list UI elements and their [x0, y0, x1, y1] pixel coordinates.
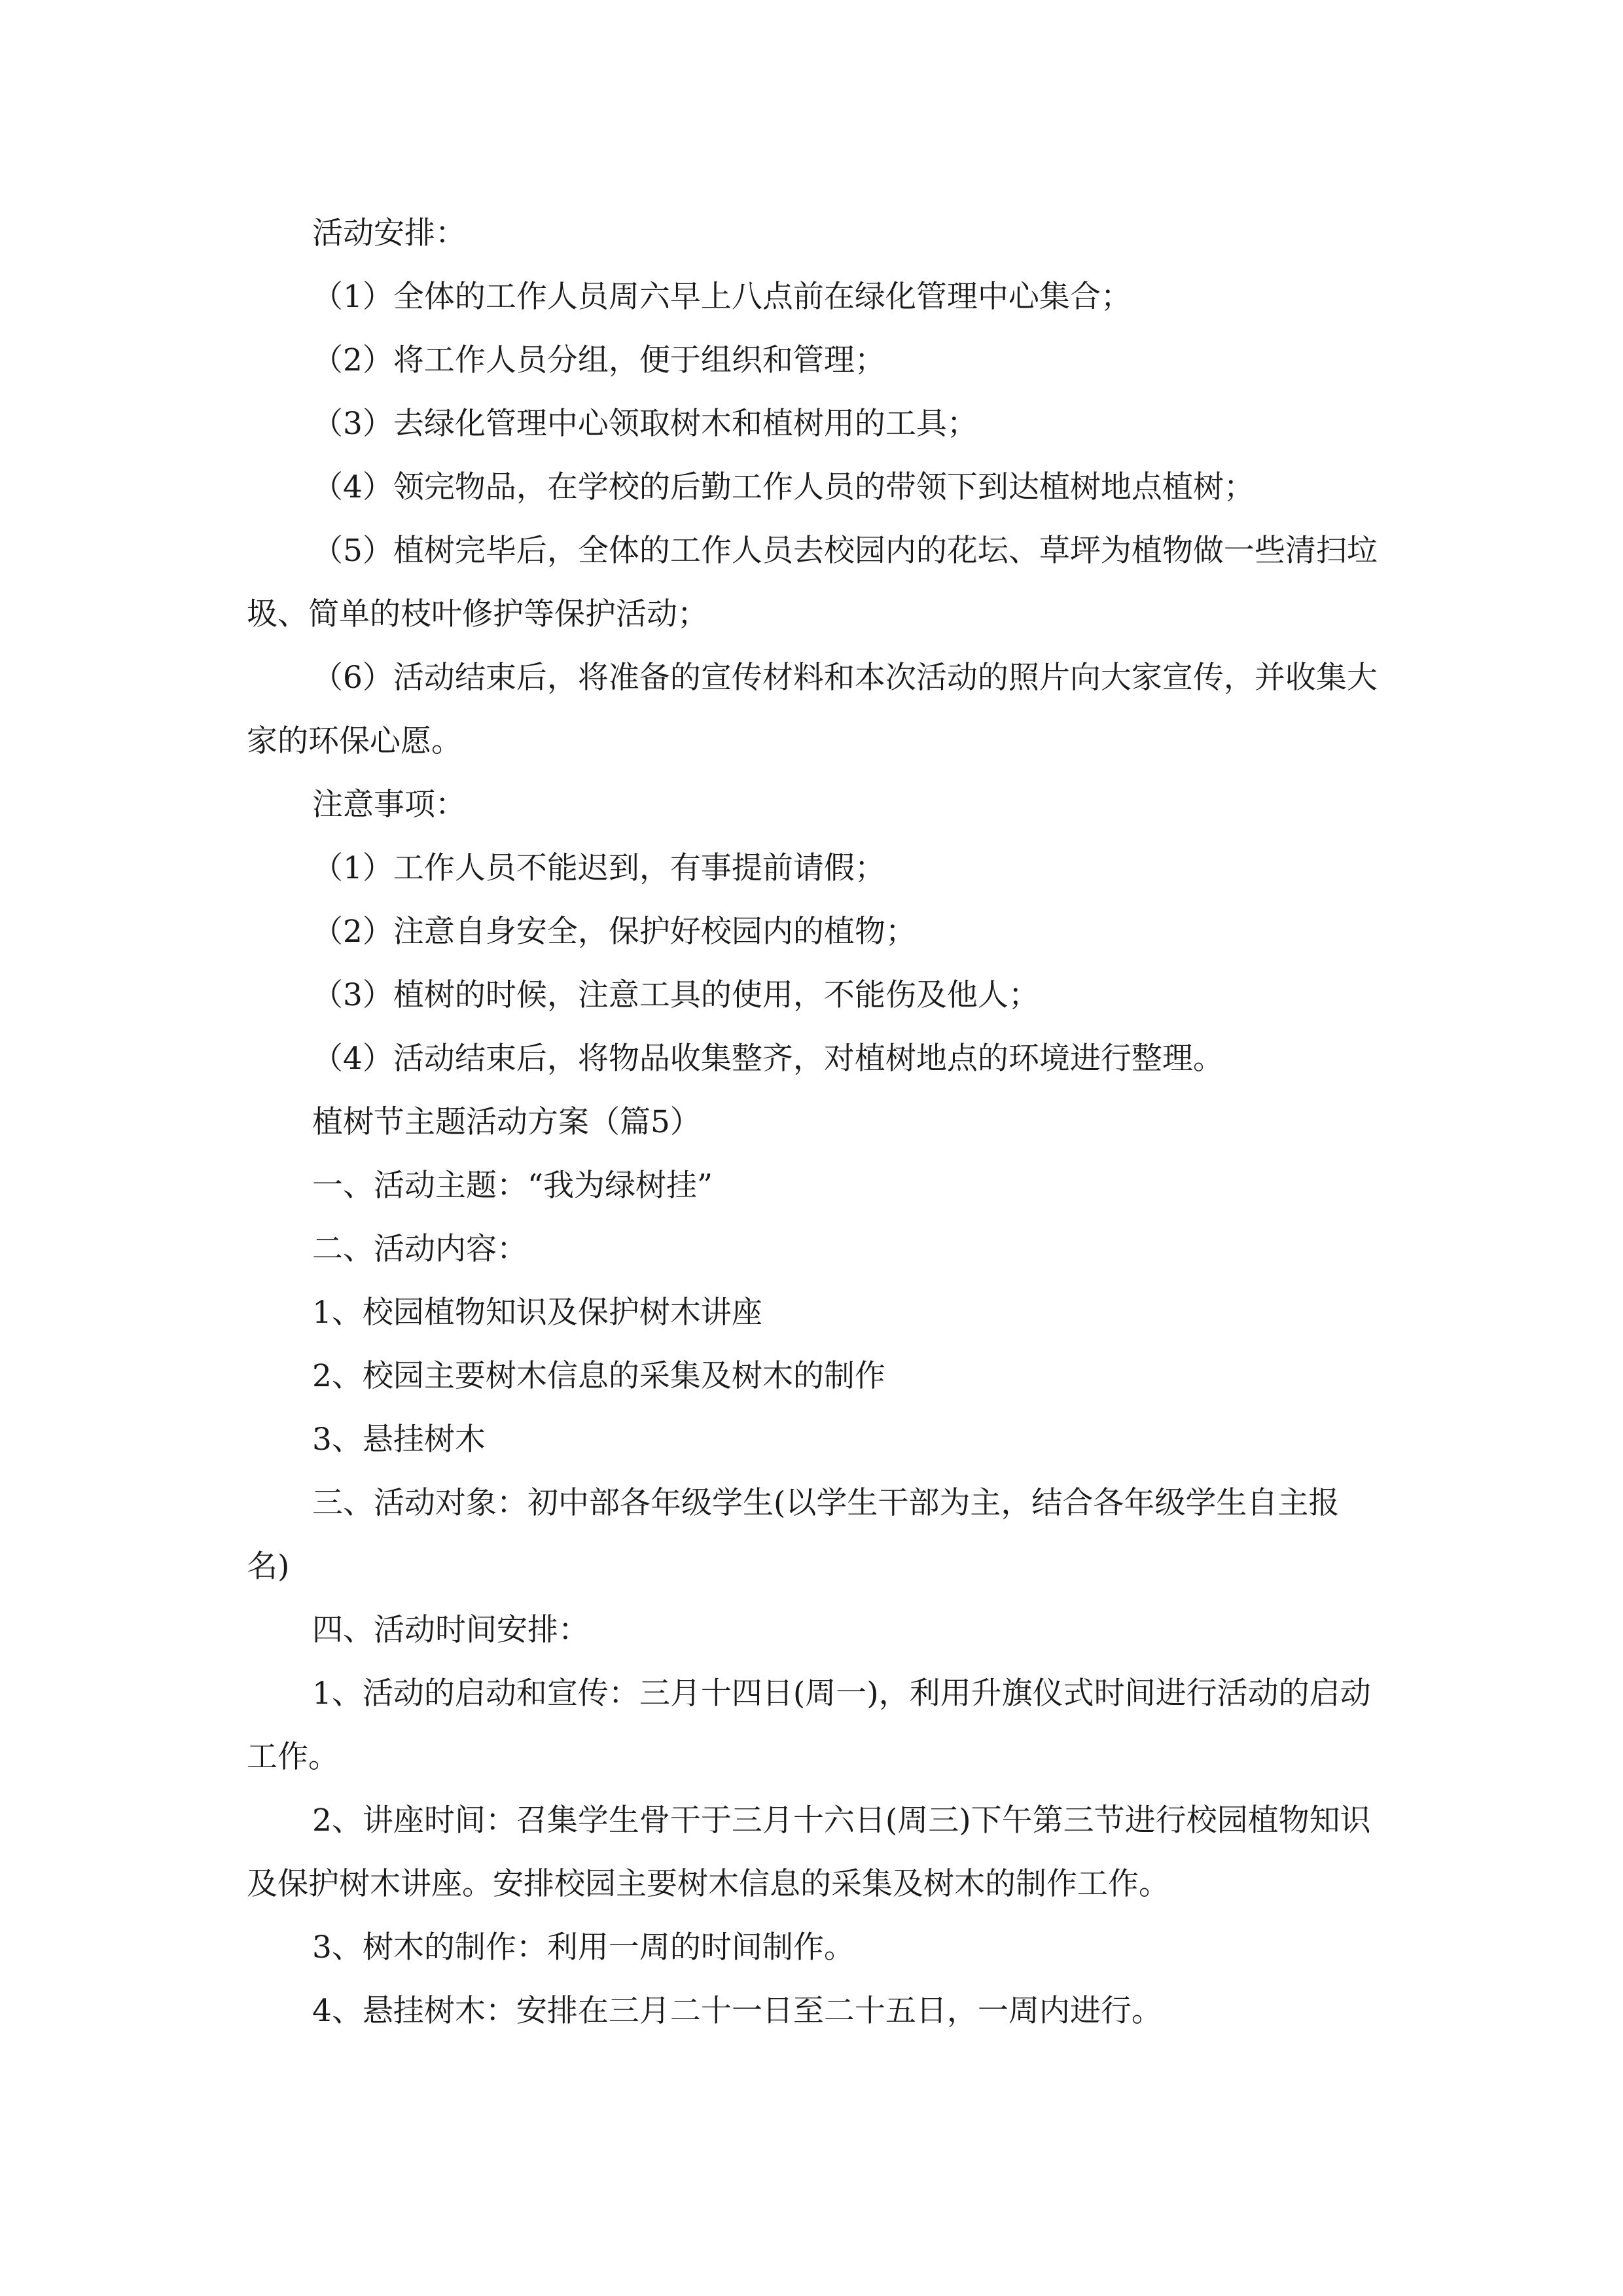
list-item: （3）植树的时候，注意工具的使用，不能伤及他人； [312, 977, 1039, 1013]
list-item: （4）活动结束后，将物品收集整齐，对植树地点的环境进行整理。 [312, 1041, 1224, 1077]
section-heading-theme: 一、活动主题：“我为绿树挂” [312, 1168, 713, 1204]
section-heading-notes: 注意事项： [312, 787, 466, 823]
section-heading-participants: 三、活动对象：初中部各年级学生(以学生干部为主，结合各年级学生自主报名) [247, 1485, 1340, 1585]
list-item: 2、讲座时间：召集学生骨干于三月十六日(周三)下午第三节进行校园植物知识及保护树木讲座。安排校园主要树木信息的采集及树木的制作工作。 [247, 1803, 1371, 1902]
list-item: 3、悬挂树木 [312, 1422, 486, 1458]
section-heading-content: 二、活动内容： [312, 1231, 527, 1267]
section-heading-schedule: 四、活动时间安排： [312, 1612, 589, 1648]
list-item: 1、校园植物知识及保护树木讲座 [312, 1295, 762, 1331]
list-item: （4）领完物品，在学校的后勤工作人员的带领下到达植树地点植树； [312, 469, 1255, 505]
list-item: （2）将工作人员分组，便于组织和管理； [312, 342, 885, 378]
list-item: 1、活动的启动和宣传：三月十四日(周一)，利用升旗仪式时间进行活动的启动工作。 [247, 1676, 1371, 1775]
document-section-title: 植树节主题活动方案（篇5） [312, 1104, 701, 1140]
list-item: 3、树木的制作：利用一周的时间制作。 [312, 1929, 855, 1965]
list-item: （1）工作人员不能迟到，有事提前请假； [312, 850, 885, 886]
list-item: （6）活动结束后，将准备的宣传材料和本次活动的照片向大家宣传，并收集大家的环保心愿。 [247, 660, 1378, 759]
document-body [247, 202, 1379, 2043]
list-item: （2）注意自身安全，保护好校园内的植物； [312, 914, 916, 950]
list-item: （3）去绿化管理中心领取树木和植树用的工具； [312, 406, 978, 442]
section-heading-activity-arrangement: 活动安排： [312, 215, 466, 251]
list-item: （1）全体的工作人员周六早上八点前在绿化管理中心集合； [312, 279, 1132, 315]
list-item: 2、校园主要树木信息的采集及树木的制作 [312, 1358, 885, 1394]
list-item: 4、悬挂树木：安排在三月二十一日至二十五日，一周内进行。 [312, 1993, 1162, 2029]
list-item: （5）植树完毕后，全体的工作人员去校园内的花坛、草坪为植物做一些清扫垃圾、简单的枝叶修护等保护活动； [247, 533, 1378, 632]
